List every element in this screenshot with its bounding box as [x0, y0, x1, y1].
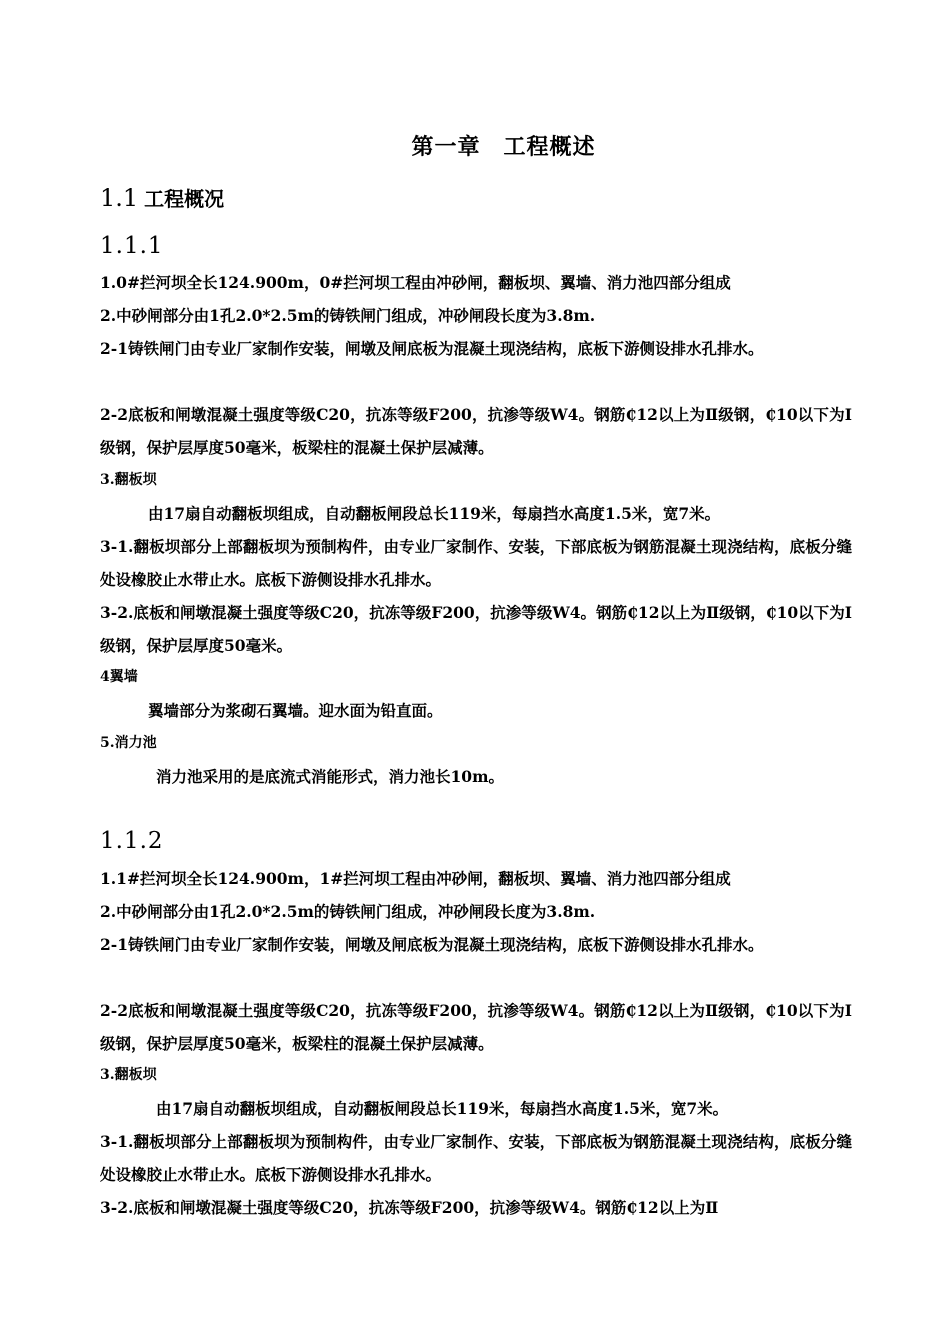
subsection-heading-1: 1.1.1 [100, 233, 164, 259]
paragraph: 3-2.底板和闸墩混凝土强度等级C20，抗冻等级F200，抗渗等级W4。钢筋₵12以上为Ⅱ级钢，₵10以下为Ⅰ级钢，保护层厚度50毫米。 [100, 603, 852, 655]
section-heading [100, 183, 224, 212]
paragraph: 由17扇自动翻板坝组成，自动翻板闸段总长119米，每扇挡水高度1.5米，宽7米。 [148, 504, 721, 523]
section-number: 1.1 [100, 184, 139, 212]
item-heading: 3.翻板坝 [100, 472, 157, 488]
paragraph: 3-1.翻板坝部分上部翻板坝为预制构件，由专业厂家制作、安装，下部底板为钢筋混凝土现浇结构，底板分缝处设橡胶止水带止水。底板下游侧设排水孔排水。 [100, 537, 852, 589]
chapter-title: 第一章 工程概述 [411, 134, 596, 160]
paragraph: 3-2.底板和闸墩混凝土强度等级C20，抗冻等级F200，抗渗等级W4。钢筋₵12以上为Ⅱ [100, 1198, 719, 1217]
paragraph: 1.1#拦河坝全长124.900m，1#拦河坝工程由冲砂闸，翻板坝、翼墙、消力池四部分组成 [100, 869, 731, 888]
paragraph: 由17扇自动翻板坝组成，自动翻板闸段总长119米，每扇挡水高度1.5米，宽7米。 [156, 1099, 729, 1118]
section-title: 工程概况 [144, 187, 225, 211]
paragraph: 1.0#拦河坝全长124.900m，0#拦河坝工程由冲砂闸，翻板坝、翼墙、消力池四部分组成 [100, 273, 731, 292]
paragraph: 消力池采用的是底流式消能形式，消力池长10m。 [156, 767, 504, 786]
item-heading: 5.消力池 [100, 735, 157, 751]
paragraph: 3-1.翻板坝部分上部翻板坝为预制构件，由专业厂家制作、安装，下部底板为钢筋混凝土现浇结构，底板分缝处设橡胶止水带止水。底板下游侧设排水孔排水。 [100, 1132, 852, 1184]
item-heading: 4翼墙 [100, 669, 138, 685]
paragraph: 2.中砂闸部分由1孔2.0*2.5m的铸铁闸门组成，冲砂闸段长度为3.8m. [100, 902, 596, 921]
paragraph: 2-2底板和闸墩混凝土强度等级C20，抗冻等级F200，抗渗等级W4。钢筋₵12以上为Ⅱ级钢，₵10以下为Ⅰ级钢，保护层厚度50毫米，板梁柱的混凝土保护层减薄。 [100, 405, 852, 457]
subsection-heading-2: 1.1.2 [100, 828, 164, 854]
paragraph: 2-2底板和闸墩混凝土强度等级C20，抗冻等级F200，抗渗等级W4。钢筋₵12以上为Ⅱ级钢，₵10以下为Ⅰ级钢，保护层厚度50毫米，板梁柱的混凝土保护层减薄。 [100, 1001, 852, 1053]
paragraph: 2-1铸铁闸门由专业厂家制作安装，闸墩及闸底板为混凝土现浇结构，底板下游侧设排水孔排水。 [100, 339, 764, 358]
item-heading: 3.翻板坝 [100, 1067, 157, 1083]
paragraph: 2-1铸铁闸门由专业厂家制作安装，闸墩及闸底板为混凝土现浇结构，底板下游侧设排水孔排水。 [100, 935, 764, 954]
paragraph: 2.中砂闸部分由1孔2.0*2.5m的铸铁闸门组成，冲砂闸段长度为3.8m. [100, 306, 596, 325]
paragraph: 翼墙部分为浆砌石翼墙。迎水面为铅直面。 [148, 701, 443, 720]
